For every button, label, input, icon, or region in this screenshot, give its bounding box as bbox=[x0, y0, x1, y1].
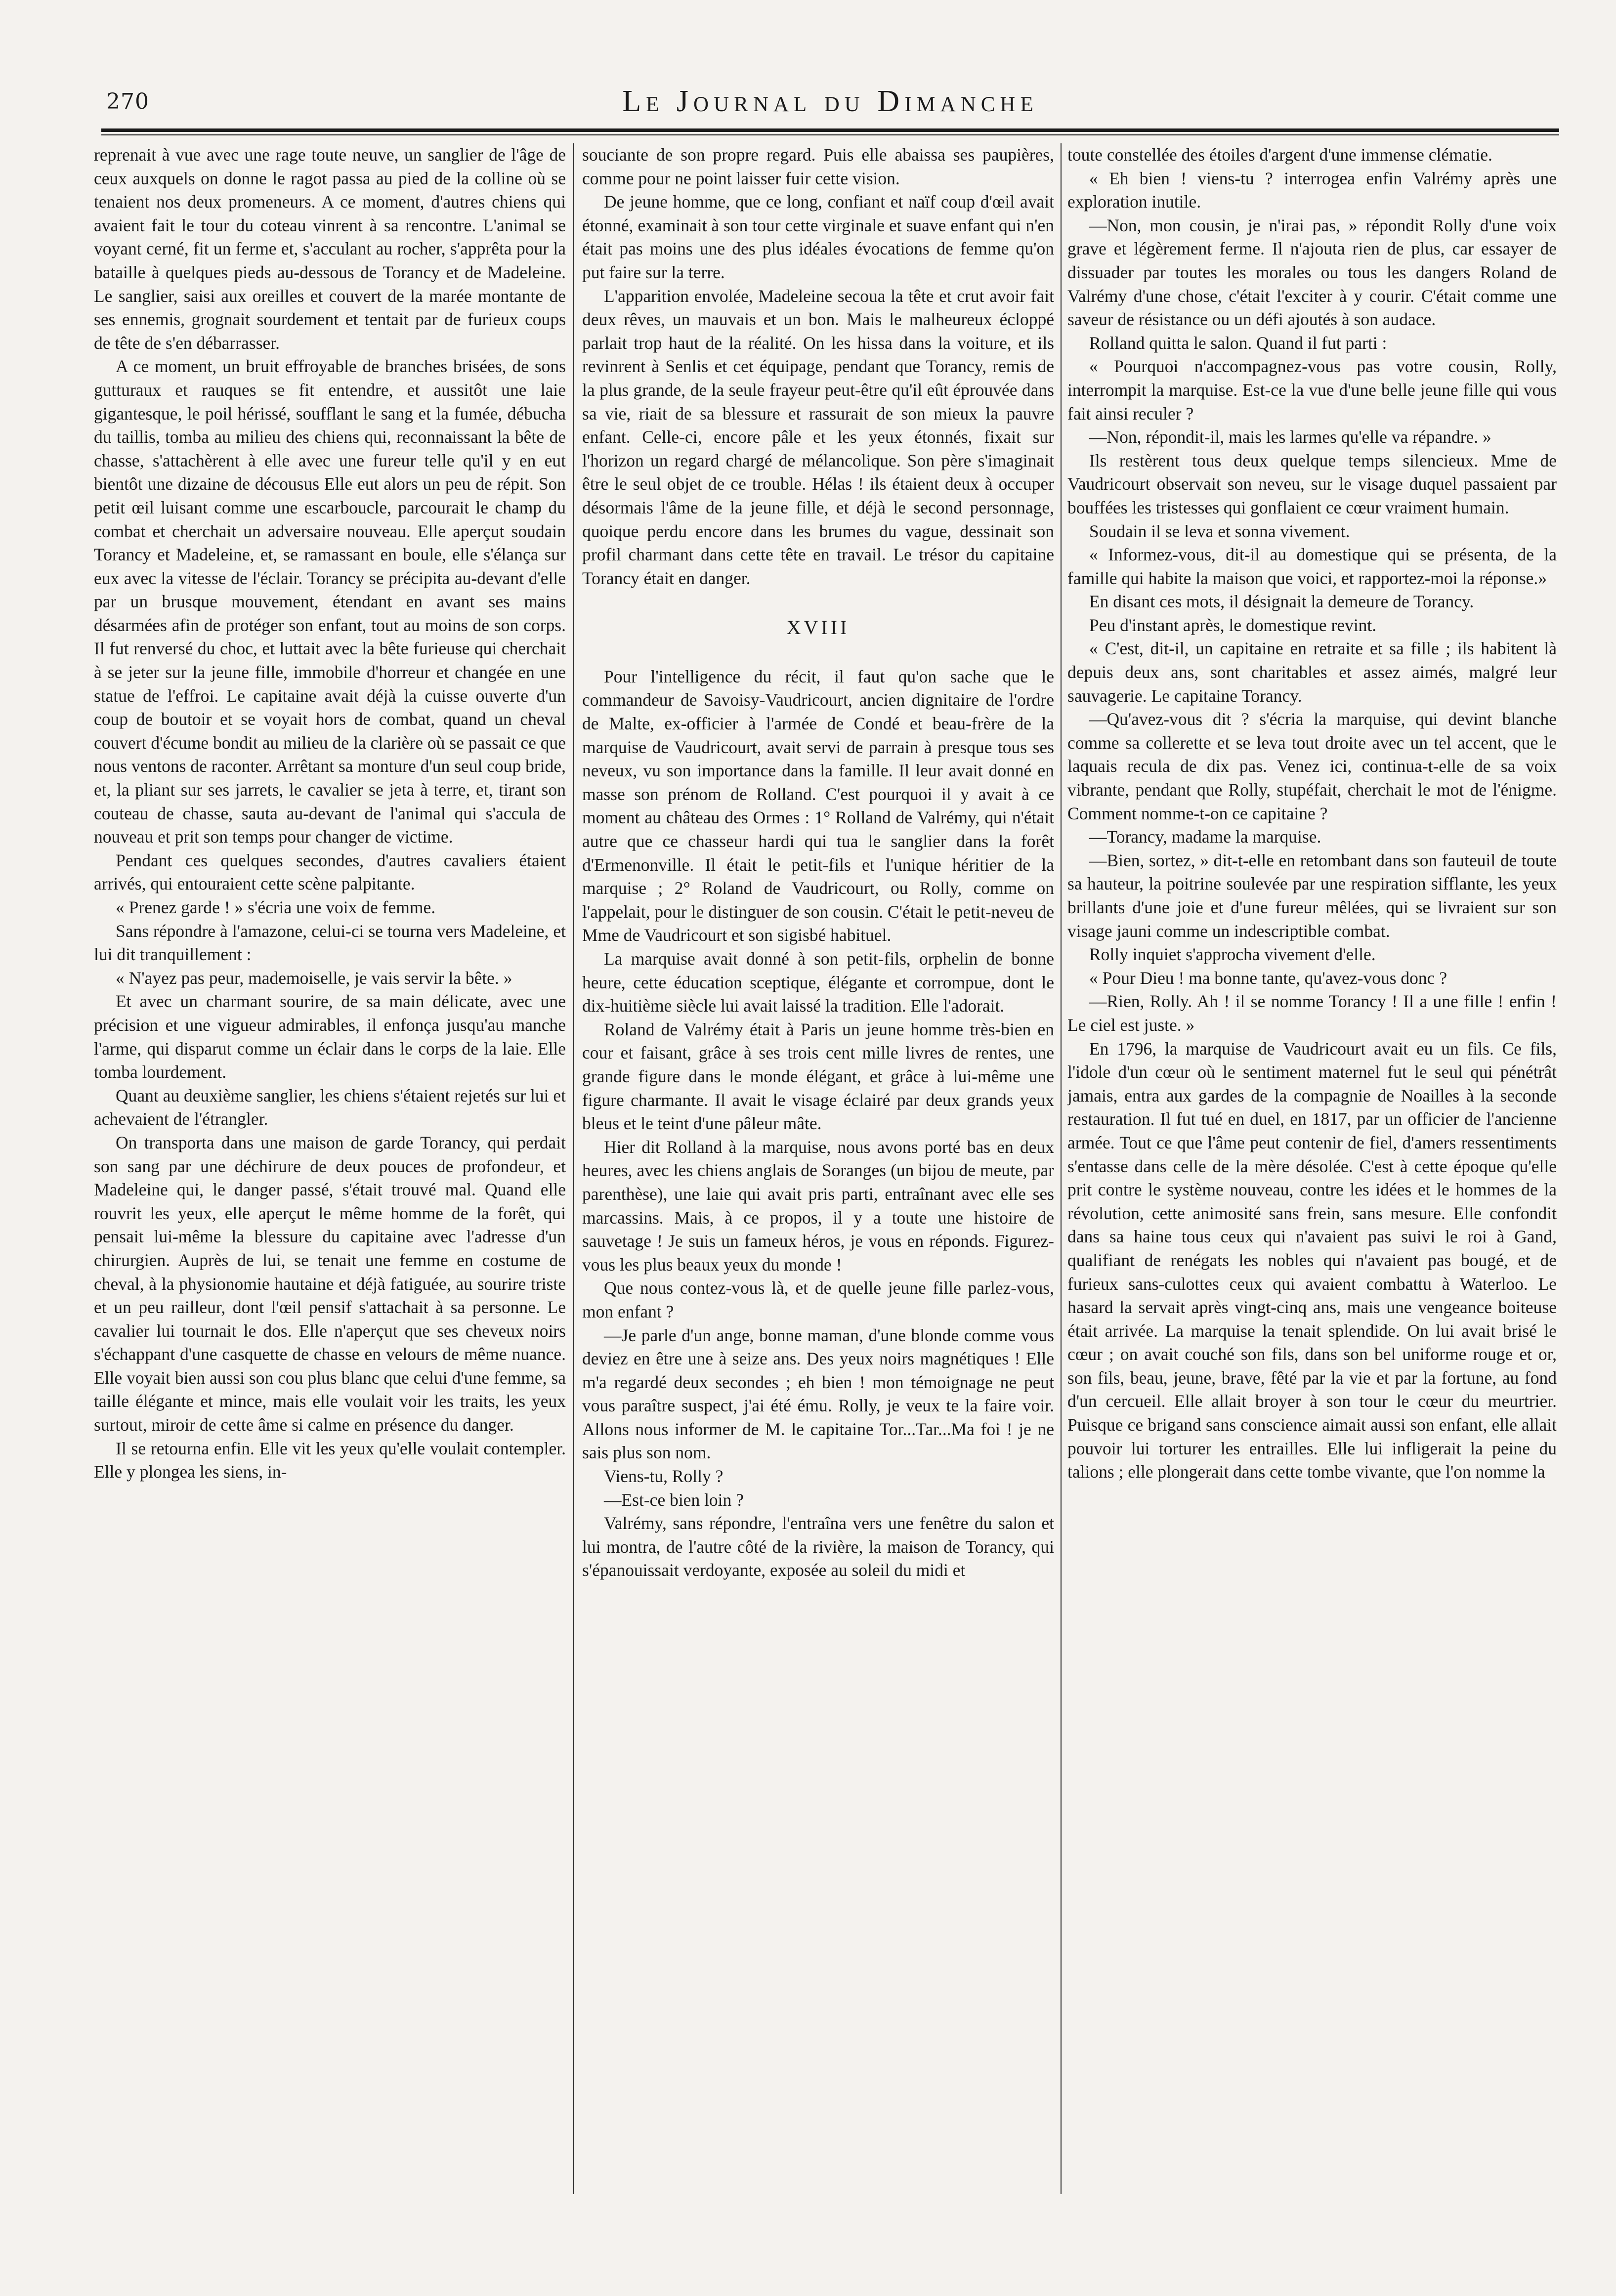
paragraph: —Bien, sortez, » dit-t-elle en retombant dans son fauteuil de toute sa hauteur, la poitrine soulevée par une respiration sifflante, les yeux brillants d'une joie et d'une fureur mêlées, qui se livraient sur son visage jauni comme un indescriptible combat. bbox=[1067, 850, 1557, 941]
paragraph: « Pour Dieu ! ma bonne tante, qu'avez-vous donc ? bbox=[1089, 968, 1447, 988]
paragraph: A ce moment, un bruit effroyable de branches brisées, de sons gutturaux et rauques se fit entendre, et aussitôt une laie gigantesque, le poil hérissé, soufflant le sang et la fumée, débucha du taillis, tomba au milieu des chiens qui, reconnaissant la bête de chasse, s'attachèrent à elle avec une fureur telle qu'il y en eut bientôt une dizaine de décousus Elle eut alors un peu de répit. Son petit œil luisant comme une escarboucle, parcourait le champ du combat et cherchait un adversaire nouveau. Elle aperçut soudain Torancy et Madeleine, et, se ramassant en boule, elle s'élança sur eux avec la vitesse de l'éclair. Torancy se précipita au-devant d'elle par un brusque mouvement, étendant en avant ses mains désarmées afin de protéger son enfant, tout au moins de son corps. Il fut renversé du choc, et luttait avec la bête furieuse qui cherchait à se jeter sur la jeune fille, immobile d'horreur et changée en une statue de l'effroi. Le capitaine avait déjà la cuisse ouverte d'un coup de boutoir et se voyait hors de combat, quand un cheval couvert d'écume bondit au milieu de la clarière où se passait ce que nous ventons de raconter. Arrêtant sa monture d'un seul coup bride, et, la pliant sur ses jarrets, le cavalier se jeta à terre, et, tirant son couteau de chasse, sauta au-devant de l'animal qui s'accula de nouveau et prit son temps pour changer de victime. bbox=[94, 356, 566, 847]
paragraph: —Rien, Rolly. Ah ! il se nomme Torancy ! Il a une fille ! enfin ! Le ciel est juste. » bbox=[1067, 991, 1557, 1035]
paragraph: —Je parle d'un ange, bonne maman, d'une blonde comme vous deviez en être une à seize ans. Des yeux noirs magnétiques ! Elle m'a regardé deux secondes ; eh bien ! mon témoignage ne peut vous paraître suspect, j'ai été ému. Rolly, je veux te la faire voir. Allons nous informer de M. le capitaine Tor...Tar...Ma foi ! je ne sais plus son nom. bbox=[582, 1325, 1054, 1463]
column-divider bbox=[1061, 143, 1062, 2194]
header-rule-thin bbox=[101, 134, 1559, 135]
paragraph: souciante de son propre regard. Puis elle abaissa ses paupières, comme pour ne point laisser fuir cette vision. bbox=[582, 145, 1054, 188]
section-heading: XVIII bbox=[786, 616, 850, 639]
paragraph: Soudain il se leva et sonna vivement. bbox=[1089, 521, 1350, 541]
paragraph: Rolland quitta le salon. Quand il fut parti : bbox=[1089, 333, 1387, 353]
paragraph: Que nous contez-vous là, et de quelle jeune fille parlez-vous, mon enfant ? bbox=[582, 1278, 1054, 1321]
paragraph: Peu d'instant après, le domestique revint. bbox=[1089, 615, 1377, 635]
paragraph: Hier dit Rolland à la marquise, nous avons porté bas en deux heures, avec les chiens anglais de Soranges (un bijou de meute, par parenthèse), une laie qui avait pris parti, entraînant avec elle ses marcassins. Mais, à ce propos, il y a toute une histoire de sauvetage ! Je suis un fameux héros, je vous en réponds. Figurez-vous les plus beaux yeux du monde ! bbox=[582, 1137, 1054, 1275]
text-column-1 bbox=[94, 143, 566, 2194]
page-number: 270 bbox=[106, 89, 149, 114]
text-column-3 bbox=[1067, 143, 1557, 2194]
paragraph: « Prenez garde ! » s'écria une voix de femme. bbox=[116, 897, 436, 917]
paragraph: Valrémy, sans répondre, l'entraîna vers une fenêtre du salon et lui montra, de l'autre côté de la rivière, la maison de Torancy, qui s'épanouissait verdoyante, exposée au soleil du midi et bbox=[582, 1513, 1054, 1580]
paragraph: En disant ces mots, il désignait la demeure de Torancy. bbox=[1089, 592, 1474, 612]
text-column-2 bbox=[582, 143, 1054, 2194]
paragraph: —Est-ce bien loin ? bbox=[604, 1489, 744, 1510]
paragraph: « N'ayez pas peur, mademoiselle, je vais servir la bête. » bbox=[116, 968, 512, 988]
paragraph: —Non, mon cousin, je n'irai pas, » répondit Rolly d'une voix grave et légèrement ferme. Il n'ajouta rien de plus, car essayer de dissuader par toutes les morales ou tous les dangers Roland de Valrémy d'une chose, c'était l'exciter à y courir. C'était comme une saveur de résistance ou un défi ajoutés à son audace. bbox=[1067, 215, 1557, 330]
paragraph: Pour l'intelligence du récit, il faut qu'on sache que le commandeur de Savoisy-Vaudricourt, ancien dignitaire de l'ordre de Malte, ex-officier à l'armée de Condé et beau-frère de la marquise de Vaudricourt, avait servi de parrain à presque tous ses neveux, vu son importance dans la famille. Il leur avait donné en masse son prénom de Rolland. C'est pourquoi il y avait à ce moment au château des Ormes : 1° Rolland de Valrémy, qui n'était autre que ce chasseur hardi qui tua le sanglier dans la forêt d'Ermenonville. Il était le petit-fils et l'unique héritier de la marquise ; 2° Roland de Vaudricourt, ou Rolly, comme on l'appelait, pour le distinguer de son cousin. C'était le petit-neveu de Mme de Vaudricourt et son sigisbé habituel. bbox=[582, 666, 1054, 945]
paragraph: Viens-tu, Rolly ? bbox=[604, 1466, 723, 1487]
paragraph: —Qu'avez-vous dit ? s'écria la marquise, qui devint blanche comme sa collerette et se leva tout droite avec un tel accent, que le laquais recula de dix pas. Venez ici, continua-t-elle de sa voix vibrante, pendant que Rolly, stupéfait, cherchait le mot de l'énigme. Comment nomme-t-on ce capitaine ? bbox=[1067, 709, 1557, 823]
paragraph: « Pourquoi n'accompagnez-vous pas votre cousin, Rolly, interrompit la marquise. Est-ce la vue d'une belle jeune fille qui vous fait ainsi reculer ? bbox=[1067, 356, 1557, 424]
page-header bbox=[101, 79, 1559, 128]
paragraph: On transporta dans une maison de garde Torancy, qui perdait son sang par une déchirure de deux pouces de profondeur, et Madeleine qui, le danger passé, s'était trouvé mal. Quand elle rouvrit les yeux, elle aperçut le même homme de la forêt, qui pensait lui-même la blessure du capitaine avec l'adresse d'un chirurgien. Auprès de lui, se tenait une femme en costume de cheval, à la physionomie hautaine et déjà fatiguée, au sourire triste et un peu railleur, dont l'œil pensif s'attachait à sa personne. Le cavalier lui tournait le dos. Elle n'aperçut que ses cheveux noirs s'échappant d'une casquette de chasse en velours de même nuance. Elle voyait bien aussi son cou plus blanc que celui d'une femme, sa taille élégante et mince, mais elle voulait voir les traits, les yeux surtout, miroir de cette âme si calme en présence du danger. bbox=[94, 1132, 566, 1435]
paragraph: —Non, répondit-il, mais les larmes qu'elle va répandre. » bbox=[1089, 427, 1491, 447]
paragraph: Ils restèrent tous deux quelque temps silencieux. Mme de Vaudricourt observait son neveu, sur le visage duquel passaient par bouffées les tristesses qui gonflaient ce cœur vraiment humain. bbox=[1067, 450, 1557, 517]
paragraph: Roland de Valrémy était à Paris un jeune homme très-bien en cour et faisant, grâce à ses trois cent mille livres de rentes, une grande figure dans le monde élégant, et grâce à lui-même une figure charmante. Il avait le visage éclairé par deux grands yeux bleus et le teint d'une pâleur mâte. bbox=[582, 1019, 1054, 1134]
paragraph: En 1796, la marquise de Vaudricourt avait eu un fils. Ce fils, l'idole d'un cœur où le sentiment maternel fut le seul qui pénétrât jamais, entra aux gardes de la compagnie de Noailles à la seconde restauration. Il fut tué en duel, en 1817, par un officier de l'ancienne armée. Tout ce que l'âme peut contenir de fiel, d'amers ressentiments s'entasse dans celle de la mère désolée. C'est à cette époque qu'elle prit contre le système nouveau, contre les idées et le hommes de la révolution, cette animosité sans frein, sans mesure. Elle confondit dans sa haine tous ceux qui n'avaient pas suivi le roi à Gand, qualifiant de renégats les nobles qui n'avaient pas bougé, et de furieux sans-culottes ceux qui avaient combattu à Waterloo. Le hasard la servait après vingt-cinq ans, mais une vengeance boiteuse était arrivée. La marquise la tenait splendide. On lui avait brisé le cœur ; on avait couché son fils, dans son bel uniforme rouge et or, son fils, beau, jeune, brave, fêté par la vie et par la fortune, au fond d'un cercueil. Elle allait broyer à son tour le cœur du meurtrier. Puisque ce brigand sans conscience aimait aussi son enfant, elle allait pouvoir lui torturer les entrailles. Elle lui infligerait la peine du talions ; elle plongerait dans cette tombe vivante, que l'on nomme la bbox=[1067, 1038, 1557, 1482]
paragraph: « C'est, dit-il, un capitaine en retraite et sa fille ; ils habitent là depuis deux ans, sont charitables et assez aimés, malgré leur sauvagerie. Le capitaine Torancy. bbox=[1067, 638, 1557, 706]
paragraph: Sans répondre à l'amazone, celui-ci se tourna vers Madeleine, et lui dit tranquillement : bbox=[94, 921, 566, 965]
paragraph: De jeune homme, que ce long, confiant et naïf coup d'œil avait étonné, examinait à son tour cette virginale et suave enfant qui n'en était pas moins une des plus idéales évocations de femme qu'on put faire sur la terre. bbox=[582, 192, 1054, 282]
paragraph: « Informez-vous, dit-il au domestique qui se présenta, de la famille qui habite la maison que voici, et rapportez-moi la réponse.» bbox=[1067, 545, 1557, 588]
paragraph: Il se retourna enfin. Elle vit les yeux qu'elle voulait contempler. Elle y plongea les siens, in- bbox=[94, 1438, 566, 1482]
paragraph: La marquise avait donné à son petit-fils, orphelin de bonne heure, cette éducation sceptique, élégante et corrompue, dont le dix-huitième siècle lui avait laissé la tradition. Elle l'adorait. bbox=[582, 949, 1054, 1016]
paragraph: toute constellée des étoiles d'argent d'une immense clématie. bbox=[1067, 145, 1492, 165]
paragraph: L'apparition envolée, Madeleine secoua la tête et crut avoir fait deux rêves, un mauvais et un bon. Mais le malheureux écloppé parlait trop haut de la réalité. On les hissa dans la voiture, et ils revinrent à Senlis et cet équipage, pendant que Torancy, remis de la plus grande, de la seule frayeur peut-être qu'il eût éprouvée dans sa vie, riait de sa blessure et rassurait de son mieux la pauvre enfant. Celle-ci, encore pâle et les yeux étonnés, fixait sur l'horizon un regard chargé de mélancolique. Son père s'imaginait être le seul objet de ce trouble. Hélas ! ils étaient deux à occuper désormais l'âme de la jeune fille, et déjà le second personnage, quoique perdu encore dans les brumes du vague, dessinait son profil charmant dans cette tête en travail. Le trésor du capitaine Torancy était en danger. bbox=[582, 286, 1054, 588]
paragraph: Quant au deuxième sanglier, les chiens s'étaient rejetés sur lui et achevaient de l'étrangler. bbox=[94, 1085, 566, 1129]
journal-title: Le Journal du Dimanche bbox=[622, 85, 1038, 118]
paragraph: Rolly inquiet s'approcha vivement d'elle. bbox=[1089, 944, 1376, 965]
column-divider bbox=[573, 143, 574, 2194]
paragraph: reprenait à vue avec une rage toute neuve, un sanglier de l'âge de ceux auxquels on donne le ragot passa au pied de la colline où se tenaient nos deux promeneurs. A ce moment, d'autres chiens qui avaient fait le tour du coteau vinrent à sa rencontre. L'animal se voyant cerné, fit un ferme et, s'acculant au rocher, s'apprêta pour la bataille à quelques pieds au-dessous de Torancy et de Madeleine. Le sanglier, saisi aux oreilles et couvert de la marée montante de ses ennemis, grognait sourdement et tentait par de furieux coups de tête de s'en débarrasser. bbox=[94, 145, 566, 353]
header-rule-thick bbox=[101, 128, 1559, 132]
paragraph: —Torancy, madame la marquise. bbox=[1089, 827, 1321, 847]
paragraph: Et avec un charmant sourire, de sa main délicate, avec une précision et une vigueur admirables, il enfonça jusqu'au manche l'arme, qui disparut comme un éclair dans le corps de la laie. Elle tomba lourdement. bbox=[94, 991, 566, 1082]
paragraph: « Eh bien ! viens-tu ? interrogea enfin Valrémy après une exploration inutile. bbox=[1067, 168, 1557, 212]
paragraph: Pendant ces quelques secondes, d'autres cavaliers étaient arrivés, qui entouraient cette scène palpitante. bbox=[94, 850, 566, 894]
